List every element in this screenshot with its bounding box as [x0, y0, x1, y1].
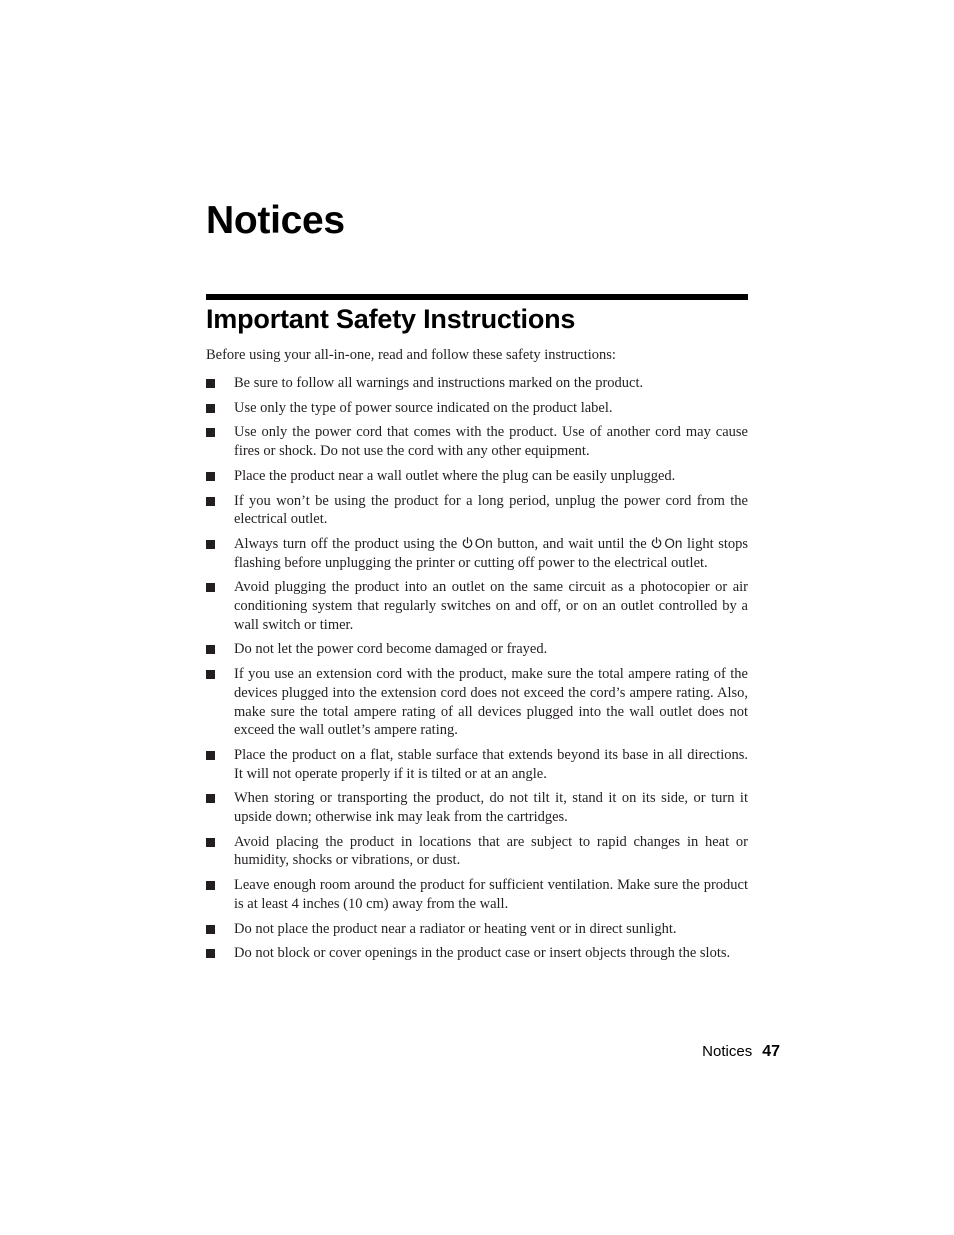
list-item-text: Do not let the power cord become damaged or frayed. [234, 641, 548, 658]
safety-instructions-list [206, 374, 748, 969]
list-item-text: If you use an extension cord with the product, make sure the total ampere rating of the devices plugged into the extension cord does not exceed the cord’s ampere rating. Also, make sure the total ampere rating of all devices plugged into the wall outlet does not exceed the wall outlet’s ampere rating. [234, 666, 748, 739]
page-footer [702, 1042, 780, 1062]
list-item [206, 833, 748, 870]
list-item [206, 399, 748, 418]
list-item [206, 640, 748, 659]
bullet-icon [206, 404, 215, 413]
bullet-icon [206, 949, 215, 958]
bullet-icon [206, 645, 215, 654]
list-item-text: Do not block or cover openings in the product case or insert objects through the slots. [234, 945, 731, 962]
section-title: Important Safety Instructions [206, 304, 576, 334]
list-item [206, 944, 748, 963]
list-item-text-part: Always turn off the product using the [234, 535, 458, 552]
list-item-text-part: light stops flashing before unplugging the printer or cutting off power to the electrical outlet. [234, 535, 749, 571]
list-item [206, 467, 748, 486]
power-icon [651, 537, 662, 549]
list-item-text: Place the product on a flat, stable surface that extends beyond its base in all directions. It will not operate properly if it is tilted or at an angle. [234, 746, 748, 782]
list-item-text-part: button, and wait until the [497, 535, 647, 552]
list-item-text: Avoid plugging the product into an outlet on the same circuit as a photocopier or air conditioning system that regularly switches on and off, or on an outlet controlled by a wall switch or timer. [234, 579, 748, 633]
intro-paragraph: Before using your all-in-one, read and follow these safety instructions: [206, 347, 616, 363]
bullet-icon [206, 497, 215, 506]
list-item [206, 578, 748, 634]
bullet-icon [206, 583, 215, 592]
bullet-icon [206, 794, 215, 803]
bullet-icon [206, 751, 215, 760]
list-item [206, 789, 748, 826]
list-item-text: Leave enough room around the product for sufficient ventilation. Make sure the product is at least 4 inches (10 cm) away from the wall. [234, 877, 748, 912]
list-item [206, 423, 748, 460]
footer-section-name: Notices [702, 1043, 753, 1060]
bullet-icon [206, 379, 215, 388]
bullet-icon [206, 838, 215, 847]
list-item-text: Avoid placing the product in locations that are subject to rapid changes in heat or humidity, shocks or vibrations, or dust. [234, 833, 748, 869]
on-button-label: On [474, 535, 493, 551]
bullet-icon [206, 540, 215, 549]
list-item-text: Use only the power cord that comes with the product. Use of another cord may cause fires or shock. Do not use the cord with any other equipment. [234, 424, 748, 460]
list-item-text: If you won’t be using the product for a long period, unplug the power cord from the electrical outlet. [234, 492, 748, 528]
bullet-icon [206, 670, 215, 679]
section-divider [206, 294, 748, 300]
list-item-text: When storing or transporting the product, do not tilt it, stand it on its side, or turn it upside down; otherwise ink may leak from the cartridges. [234, 790, 748, 826]
bullet-icon [206, 925, 215, 934]
list-item [206, 665, 748, 740]
list-item-text: Place the product near a wall outlet where the plug can be easily unplugged. [234, 467, 676, 484]
on-button-reference [462, 536, 493, 551]
list-item [206, 374, 748, 393]
list-item [206, 746, 748, 783]
bullet-icon [206, 428, 215, 437]
list-item [206, 920, 748, 939]
on-light-label: On [664, 535, 683, 551]
page-number: 47 [762, 1043, 780, 1060]
power-icon [462, 537, 473, 549]
bullet-icon [206, 881, 215, 890]
list-item [206, 492, 748, 529]
on-light-reference [651, 536, 682, 551]
bullet-icon [206, 472, 215, 481]
chapter-title: Notices [206, 199, 345, 242]
list-item-text: Be sure to follow all warnings and instructions marked on the product. [234, 375, 644, 391]
list-item-text: Do not place the product near a radiator or heating vent or in direct sunlight. [234, 920, 677, 937]
list-item [206, 876, 748, 913]
list-item-text: Use only the type of power source indicated on the product label. [234, 399, 613, 416]
list-item [206, 535, 748, 572]
